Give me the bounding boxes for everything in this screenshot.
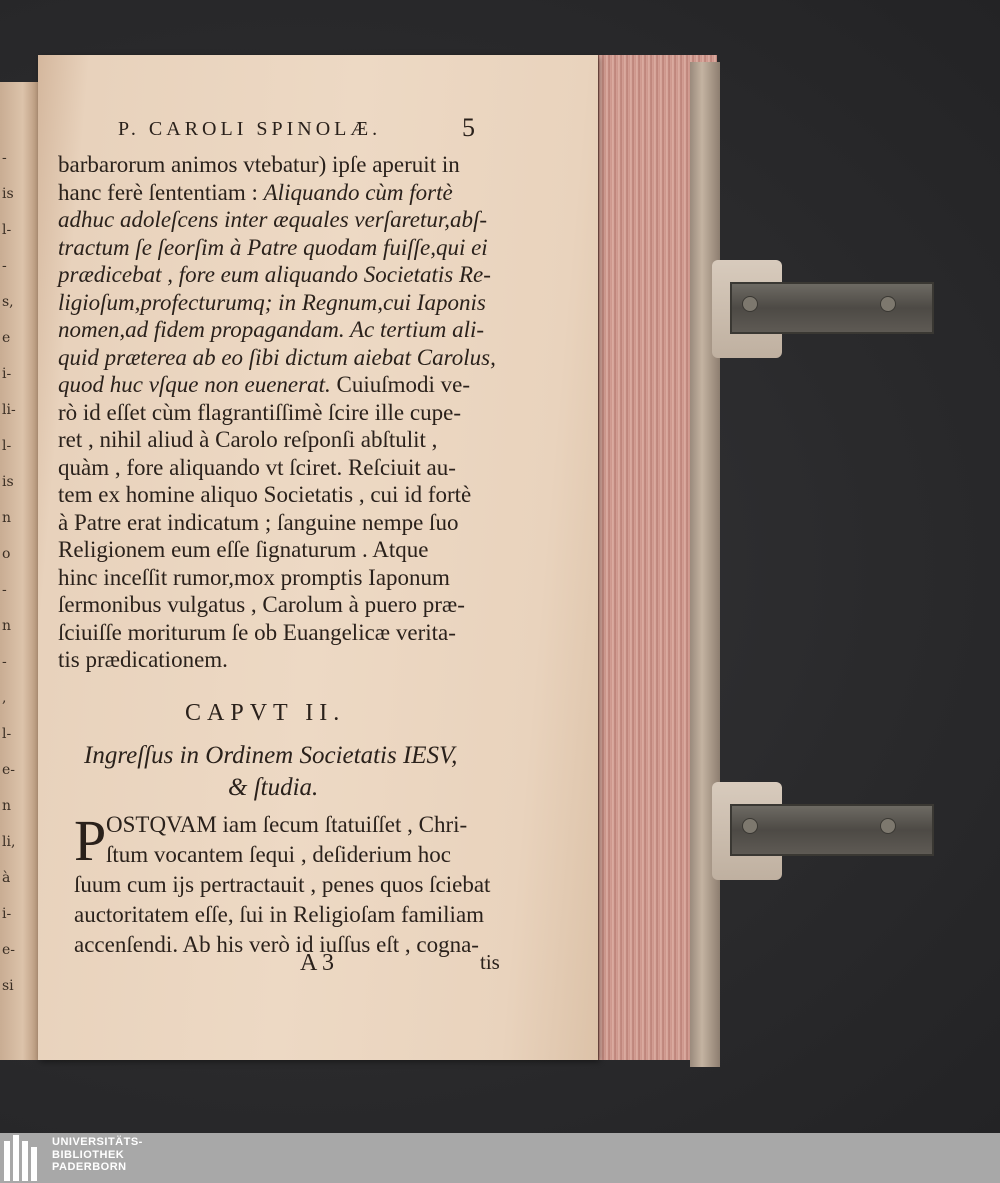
text-segment: hinc inceſſit rumor,mox promptis Iaponum <box>58 564 450 590</box>
rivet-icon <box>742 818 758 834</box>
text-line <box>58 370 470 400</box>
text-line <box>58 535 428 565</box>
chapter-subtitle-2: & ſtudia. <box>228 774 319 801</box>
left-page-fragment: li- <box>2 402 16 418</box>
left-page-fragment: n <box>2 510 12 526</box>
rivet-icon <box>742 296 758 312</box>
text-segment: Aliquando cùm fortè <box>263 179 453 205</box>
text-line <box>58 590 465 620</box>
left-page-fragment: - <box>2 582 7 598</box>
text-segment: ligioſum,profecturumq; in Regnum,cui Iaponis <box>58 289 486 315</box>
left-page-fragment: e- <box>2 942 16 958</box>
text-line: accenſendi. Ab his verò id iuſſus eſt , cogna- <box>74 932 479 957</box>
text-line <box>58 398 461 428</box>
text-line <box>58 618 456 648</box>
text-segment: ret , nihil aliud à Carolo reſponſi abſtulit , <box>58 427 438 452</box>
signature-mark: A 3 <box>300 950 335 976</box>
rivet-icon <box>880 296 896 312</box>
library-name-line1: UNIVERSITÄTS- <box>52 1136 143 1148</box>
left-page-fragment: e- <box>2 762 16 778</box>
text-segment: quàm , fore aliquando vt ſciret. Reſciuit au- <box>58 454 456 480</box>
text-segment: quod huc vſque non euenerat. <box>58 372 337 397</box>
text-line <box>58 453 456 483</box>
chapter-subtitle: Ingreſſus in Ordinem Societatis IESV, <box>84 742 458 769</box>
text-line <box>58 645 228 675</box>
text-segment: hanc ferè ſententiam : <box>58 179 264 205</box>
text-line <box>58 315 484 345</box>
text-line <box>58 425 437 455</box>
left-page-fragment: n <box>2 798 12 814</box>
text-segment: rò id eſſet cùm flagrantiſſimè ſcire ille cupe- <box>58 399 461 425</box>
left-page-fragment: s, <box>2 294 14 310</box>
left-page-fragment: is <box>2 186 14 202</box>
left-page-fragment: si <box>2 978 14 994</box>
left-page-edge <box>0 82 40 1060</box>
left-page-fragment: - <box>2 150 7 166</box>
left-page-fragment: i- <box>2 366 12 382</box>
text-line <box>58 343 496 373</box>
left-page-fragment: is <box>2 474 14 490</box>
left-page-fragment: l- <box>2 726 12 742</box>
text-segment: tractum ſe ſeorſim à Patre quodam fuiſſe,qui ei <box>58 234 488 260</box>
library-name-line3: PADERBORN <box>52 1161 127 1173</box>
text-line: ſtum vocantem ſequi , deſiderium hoc <box>106 842 451 867</box>
text-line <box>58 508 458 538</box>
catchword: tis <box>480 950 500 974</box>
left-page-fragment: , <box>2 690 7 706</box>
text-line: ſuum cum ijs pertractauit , penes quos ſciebat <box>74 872 491 897</box>
text-segment: Cuiuſmodi ve- <box>336 372 471 397</box>
left-page-fragment: i- <box>2 906 12 922</box>
left-page-fragment: à <box>2 870 11 886</box>
library-name-line2: BIBLIOTHEK <box>52 1148 125 1161</box>
text-line <box>58 205 487 235</box>
library-logo-icon <box>4 1135 46 1181</box>
text-segment: adhuc adoleſcens inter æquales verſaretur,abſ- <box>58 207 488 232</box>
upper-clasp <box>712 260 934 358</box>
left-page-fragment: l- <box>2 222 12 238</box>
text-line: OSTQVAM iam ſecum ſtatuiſſet , Chri- <box>106 812 468 837</box>
library-name <box>52 1136 143 1174</box>
text-line <box>58 233 488 263</box>
left-page-fragment: - <box>2 654 7 670</box>
drop-initial: P <box>74 808 107 873</box>
clasp-metal-plate <box>730 804 934 856</box>
text-line <box>58 288 486 318</box>
page-number: 5 <box>462 113 475 142</box>
text-line <box>58 178 453 208</box>
text-line <box>58 260 491 290</box>
rivet-icon <box>880 818 896 834</box>
text-line <box>58 480 471 510</box>
left-page-fragment: li, <box>2 834 16 850</box>
left-page-fragment: o <box>2 546 11 562</box>
text-segment: prædicebat , fore eum aliquando Societatis Re- <box>58 262 491 287</box>
text-segment: tis prædicationem. <box>58 647 228 672</box>
text-segment: Religionem eum eſſe ſignaturum . Atque <box>58 537 429 562</box>
left-page-fragment: e <box>2 330 11 346</box>
text-segment: barbarorum animos vtebatur) ipſe aperuit in <box>58 152 460 177</box>
text-line: auctoritatem eſſe, ſui in Religioſam familiam <box>74 902 485 927</box>
text-line <box>58 150 460 180</box>
library-footer <box>0 1133 1000 1183</box>
text-segment: à Patre erat indicatum ; ſanguine nempe ſuo <box>58 509 459 535</box>
text-segment: nomen,ad fidem propagandam. Ac tertium ali- <box>58 317 485 342</box>
text-segment: ſciuiſſe moriturum ſe ob Euangelicæ verita- <box>58 619 456 645</box>
left-page-fragment: - <box>2 258 7 274</box>
lower-clasp <box>712 782 934 880</box>
text-segment: quid præterea ab eo ſibi dictum aiebat Carolus, <box>58 344 496 370</box>
text-segment: ſermonibus vulgatus , Carolum à puero præ- <box>58 592 465 617</box>
clasp-metal-plate <box>730 282 934 334</box>
book-cover-edge <box>690 62 720 1067</box>
left-page-fragment: n <box>2 618 12 634</box>
chapter-title: CAPVT II. <box>185 700 346 726</box>
running-head: P. CAROLI SPINOLÆ. <box>118 118 382 140</box>
text-line <box>58 563 450 593</box>
text-segment: tem ex homine aliquo Societatis , cui id fortè <box>58 482 472 507</box>
left-page-fragment: l- <box>2 438 12 454</box>
